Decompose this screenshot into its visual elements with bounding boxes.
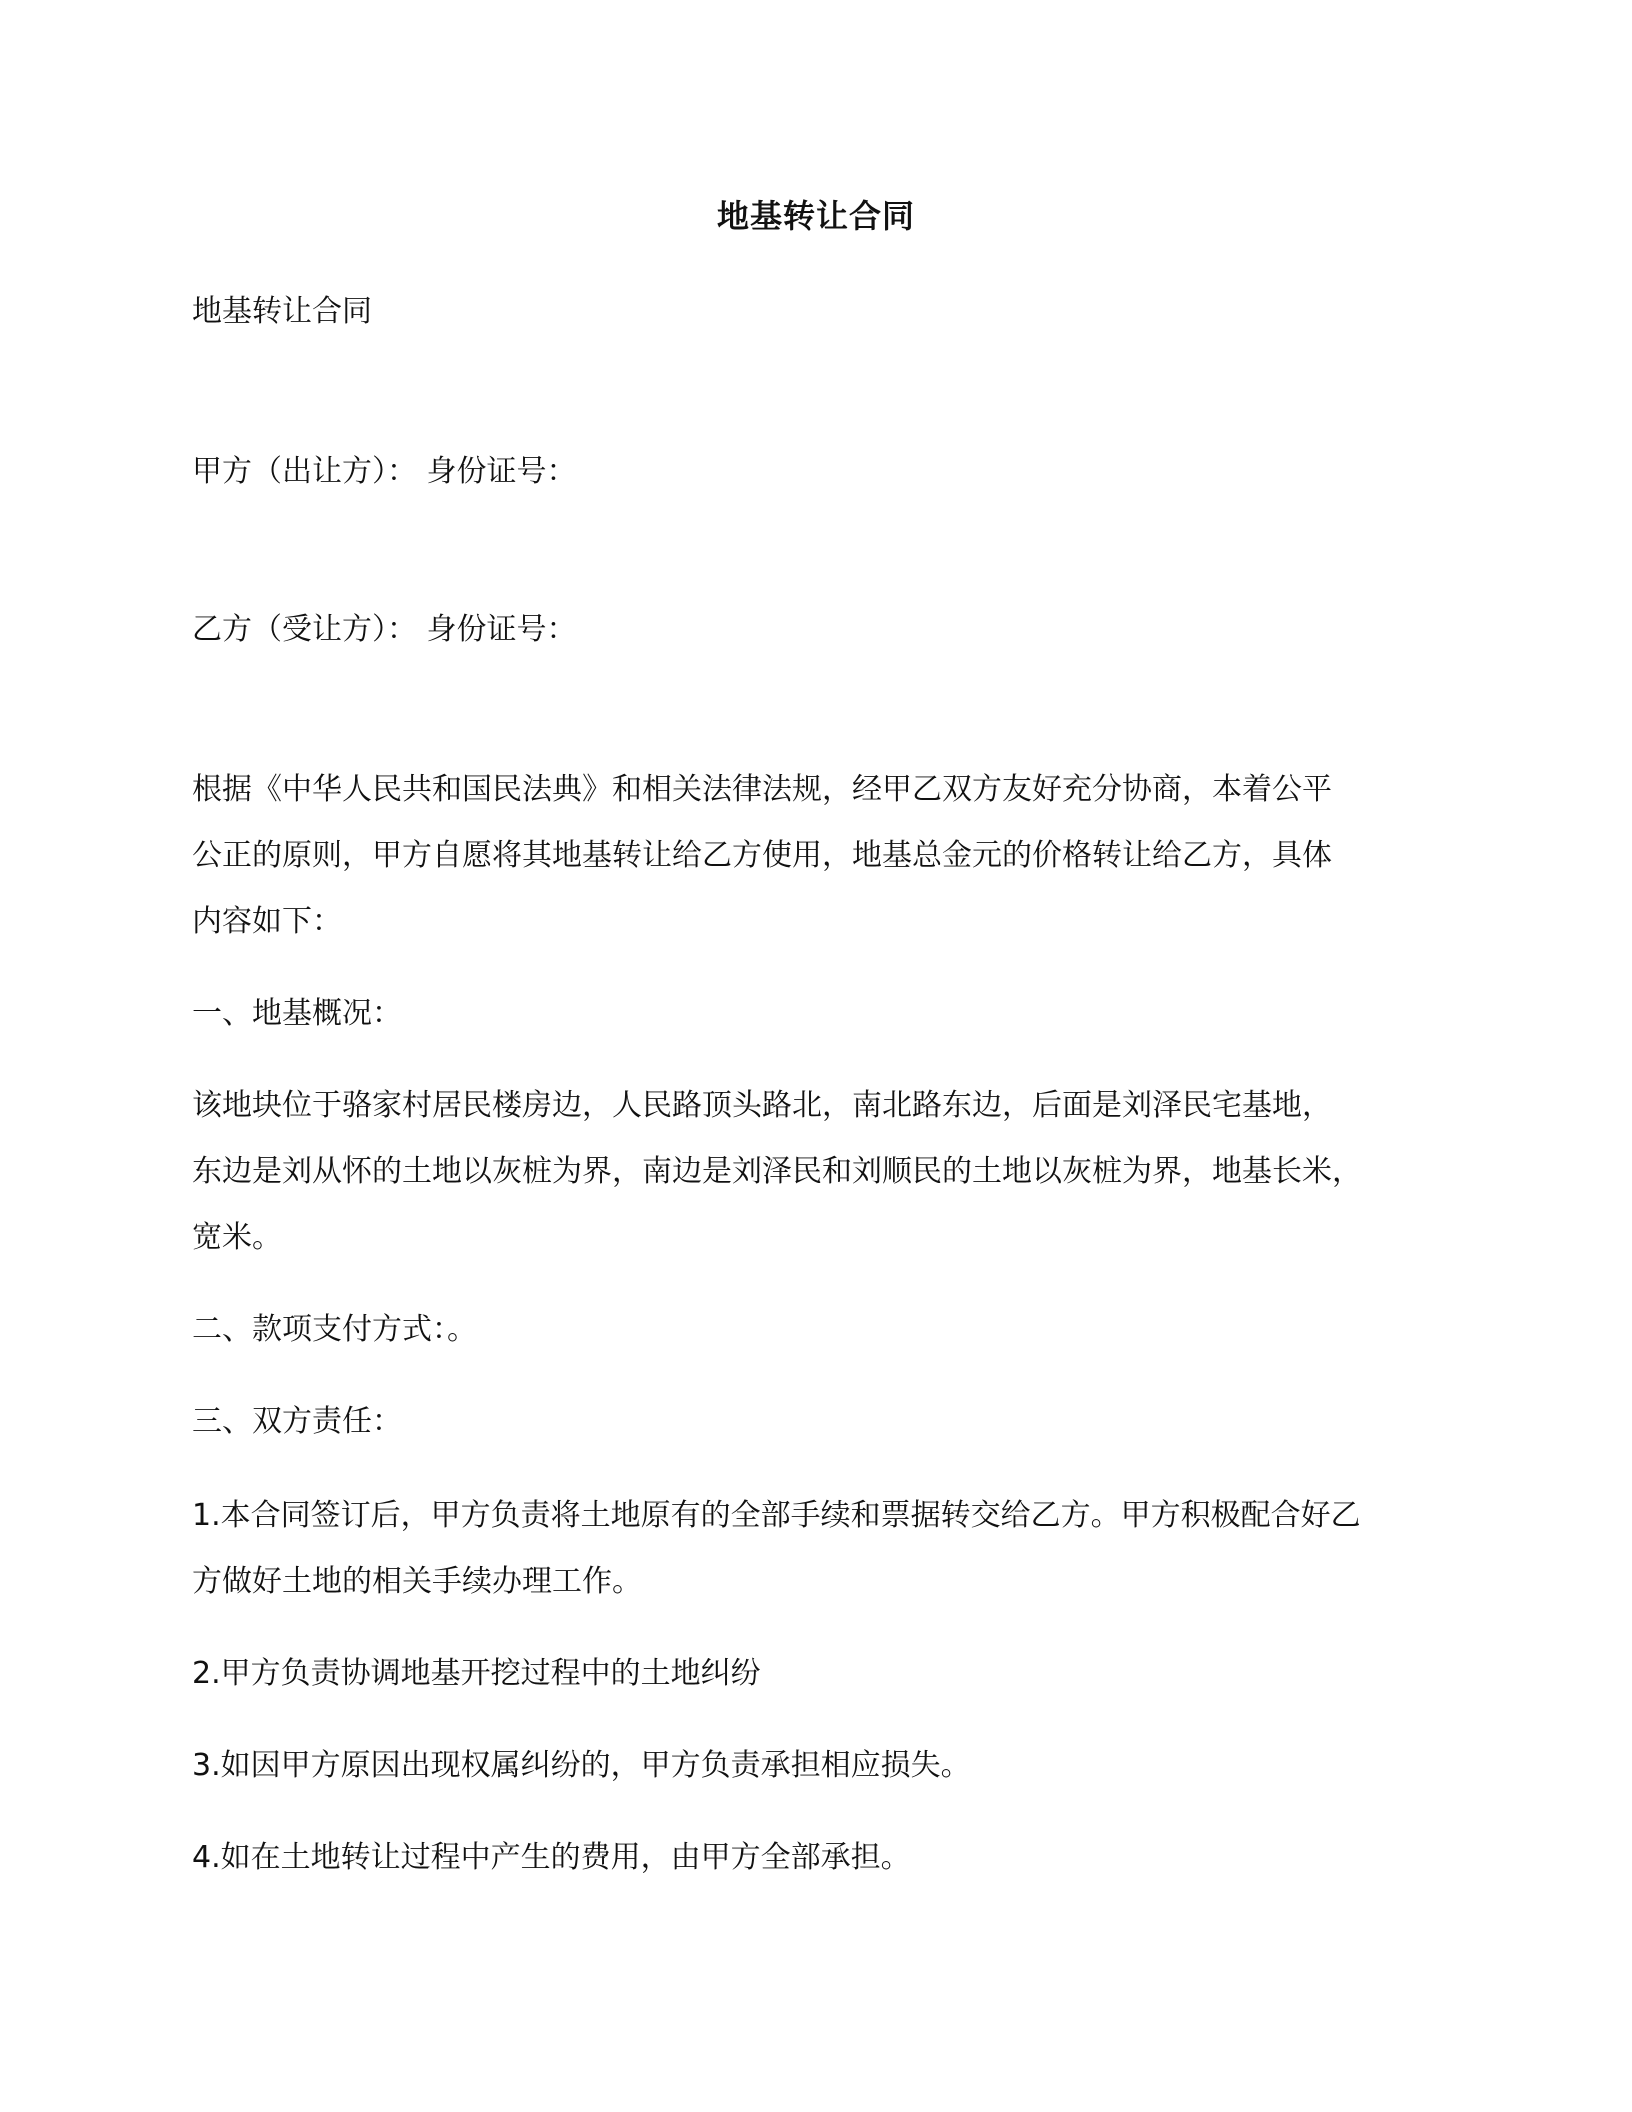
section-1-body-line-2: 东边是刘从怀的土地以灰桩为界，南边是刘泽民和刘顺民的土地以灰桩为界，地基长米，: [192, 1154, 1362, 1189]
clause-1-line-2: 方做好土地的相关手续办理工作。: [192, 1564, 642, 1599]
section-3-heading: 三、双方责任：: [192, 1404, 402, 1439]
party-b-line: 乙方（受让方）： 身份证号：: [192, 612, 577, 647]
document-title: 地基转让合同: [716, 197, 915, 235]
clause-3: 3.如因甲方原因出现权属纠纷的，甲方负责承担相应损失。: [192, 1748, 971, 1783]
clause-4: 4.如在土地转让过程中产生的费用，由甲方全部承担。: [192, 1840, 911, 1875]
preamble-line-3: 内容如下：: [192, 904, 342, 939]
clause-2: 2.甲方负责协调地基开挖过程中的土地纠纷: [192, 1656, 761, 1691]
section-1-heading: 一、地基概况：: [192, 996, 402, 1031]
preamble-line-2: 公正的原则，甲方自愿将其地基转让给乙方使用，地基总金元的价格转让给乙方，具体: [192, 838, 1332, 873]
clause-1-line-1: 1.本合同签订后，甲方负责将土地原有的全部手续和票据转交给乙方。甲方积极配合好乙: [192, 1498, 1361, 1533]
preamble-line-1: 根据《中华人民共和国民法典》和相关法律法规，经甲乙双方友好充分协商，本着公平: [192, 772, 1332, 807]
party-a-line: 甲方（出让方）： 身份证号：: [192, 454, 577, 489]
document-subtitle: 地基转让合同: [192, 294, 372, 329]
section-1-body-line-3: 宽米。: [192, 1220, 282, 1255]
section-1-body-line-1: 该地块位于骆家村居民楼房边，人民路顶头路北，南北路东边，后面是刘泽民宅基地，: [192, 1088, 1332, 1123]
section-2-heading: 二、款项支付方式：。: [192, 1312, 477, 1347]
